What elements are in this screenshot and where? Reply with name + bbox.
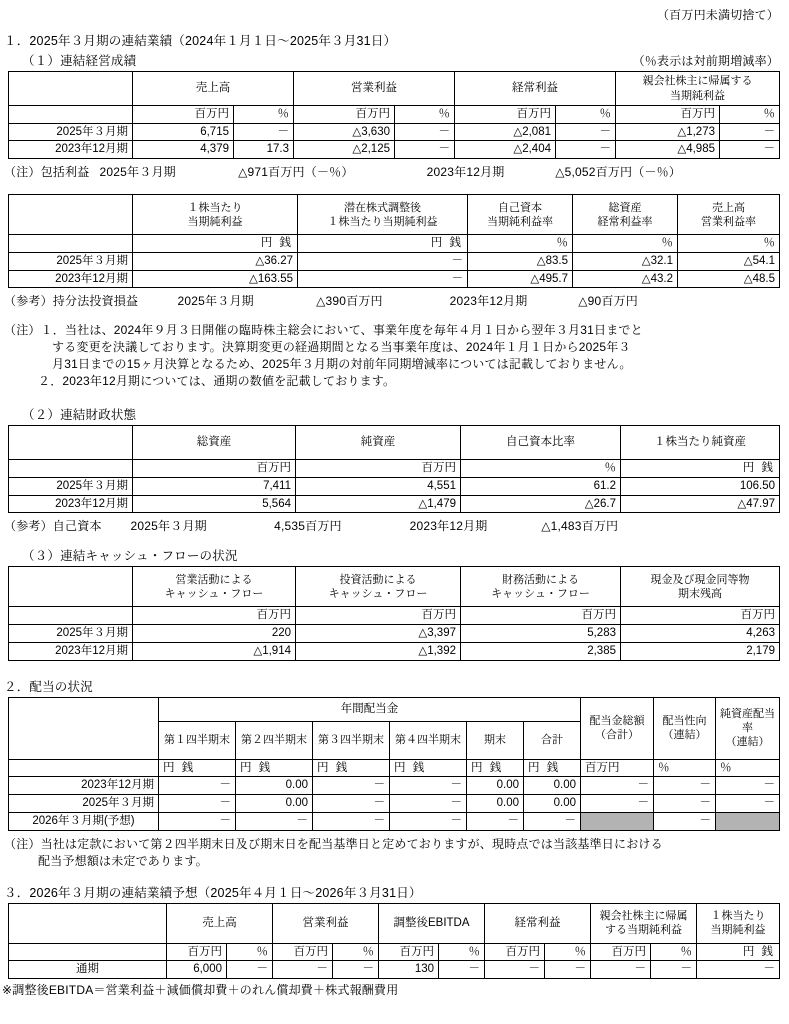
ref-prefix: （参考）持分法投資損益: [4, 294, 139, 309]
cell: 4,379: [133, 141, 234, 159]
section1-sub1-heading: （１）連結経営成績: [22, 54, 137, 68]
note-value-1: △971百万円（－％）: [238, 165, 354, 180]
cell: △1,479: [296, 495, 461, 513]
row-label: 2023年12月期: [9, 642, 133, 660]
note-value-2: △5,052百万円（－％）: [555, 165, 682, 180]
unit-netincome-pct: ％: [651, 943, 697, 961]
ref2-period-2: 2023年12月期: [409, 519, 488, 534]
unit-corner: [9, 106, 133, 124]
equity-reference: [0, 517, 789, 534]
table-row: [9, 495, 780, 513]
col-header-q2: 第２四半期末: [236, 721, 313, 759]
cell: －: [439, 961, 485, 979]
col-header-roa: 総資産 経常利益率: [573, 195, 678, 235]
unit-net-sales-pct: ％: [234, 106, 294, 124]
cell: －: [654, 812, 716, 830]
row-label: 2025年３月期: [9, 252, 133, 270]
table-row: [9, 795, 780, 813]
cell: －: [654, 777, 716, 795]
cell: －: [395, 141, 455, 159]
unit-payout-ratio: ％: [654, 759, 716, 777]
table-row-forecast: [9, 812, 780, 830]
table-row-header: [9, 72, 780, 106]
row-label: 2023年12月期: [9, 141, 133, 159]
unit-corner: [9, 607, 133, 625]
cell: －: [313, 812, 390, 830]
section1-note-1: （注）１．当社は、2024年９月３日開催の臨時株主総会において、事業年度を毎年４月１日から翌年３月31日までと: [4, 323, 643, 338]
table-row: [9, 777, 780, 795]
cell: －: [720, 141, 780, 159]
cell: －: [236, 812, 313, 830]
cell: △495.7: [468, 270, 573, 288]
col-header-year-end: 期末: [467, 721, 524, 759]
table-forecast: [8, 903, 780, 979]
cell: △2,125: [294, 141, 395, 159]
unit-total-assets: 百万円: [133, 460, 296, 478]
unit-corner: [9, 460, 133, 478]
unit-ebitda-pct: ％: [439, 943, 485, 961]
ref2-period-1: 2025年３月期: [130, 519, 207, 534]
col-header-ordinary-income: 経常利益: [485, 903, 591, 943]
unit-netincome-amount: 百万円: [616, 106, 720, 124]
cell: △32.1: [573, 252, 678, 270]
section1-sub3-heading: （３）連結キャッシュ・フローの状況: [22, 549, 238, 564]
cell: －: [227, 961, 273, 979]
corner-cell: [9, 567, 133, 607]
cell: 0.00: [236, 795, 313, 813]
col-header-operating-cf: 営業活動による キャッシュ・フロー: [133, 567, 296, 607]
col-header-operating-income: 営業利益: [294, 72, 455, 106]
unit-q2: 円 銭: [236, 759, 313, 777]
cell: －: [333, 961, 379, 979]
table-per-share-ratios: [8, 194, 780, 288]
cell: 0.00: [524, 777, 581, 795]
section1-sub2-heading: （２）連結財政状態: [22, 408, 137, 423]
unit-operating-amount: 百万円: [294, 106, 395, 124]
cell: 220: [133, 625, 296, 643]
table-row-header: [9, 426, 780, 460]
table-dividends: [8, 697, 780, 831]
unit-corner: [9, 235, 133, 253]
col-header-total-assets: 総資産: [133, 426, 296, 460]
cell: △43.2: [573, 270, 678, 288]
corner-cell: [9, 426, 133, 460]
cell: 0.00: [524, 795, 581, 813]
cell: △48.5: [678, 270, 780, 288]
unit-ebitda-amount: 百万円: [379, 943, 439, 961]
cell: －: [581, 777, 654, 795]
unit-ordinary-pct: ％: [556, 106, 616, 124]
unit-net-sales-amount: 百万円: [167, 943, 227, 961]
col-header-payout-ratio: 配当性向 （連結）: [654, 697, 716, 759]
cell: 4,263: [621, 625, 780, 643]
unit-operating-amount: 百万円: [273, 943, 333, 961]
cell: －: [697, 961, 780, 979]
table-row-units: [9, 943, 780, 961]
cell: －: [591, 961, 651, 979]
unit-operating-cf: 百万円: [133, 607, 296, 625]
cell: 2,179: [621, 642, 780, 660]
note-period-1: 2025年３月期: [99, 165, 176, 180]
cell: 130: [379, 961, 439, 979]
col-header-net-assets: 純資産: [296, 426, 461, 460]
table-row-header: [9, 567, 780, 607]
cell: 17.3: [234, 141, 294, 159]
unit-net-sales-amount: 百万円: [133, 106, 234, 124]
cell: －: [485, 961, 545, 979]
corner-cell: [9, 903, 167, 943]
col-header-q4: 第４四半期末: [390, 721, 467, 759]
table-row: [9, 270, 780, 288]
cell: －: [313, 777, 390, 795]
table-row-header: [9, 195, 780, 235]
row-label: 2023年12月期: [9, 270, 133, 288]
cell: 5,564: [133, 495, 296, 513]
section1-note-2: ２．2023年12月期については、通期の数値を記載しております。: [38, 374, 396, 389]
cell: △3,630: [294, 123, 395, 141]
ref2-value-2: △1,483百万円: [541, 519, 619, 534]
cell: 2,385: [461, 642, 621, 660]
cell: △26.7: [461, 495, 621, 513]
section3-footnote: ※調整後EBITDA＝営業利益＋減価償却費＋のれん償却費＋株式報酬費用: [2, 982, 399, 997]
corner-cell: [9, 697, 159, 759]
col-header-net-income-parent: 親会社株主に帰属する 当期純利益: [616, 72, 780, 106]
unit-equity-ratio: ％: [461, 460, 621, 478]
cell-shaded: [581, 812, 654, 830]
col-header-total-dividend: 配当金総額 （合計）: [581, 697, 654, 759]
section1-note-1-cont-a: する変更を決議しております。決算期変更の経過期間となる当事業年度は、2024年１月１日から2025年３: [52, 340, 631, 355]
row-label: 2026年３月期(予想): [9, 812, 159, 830]
col-header-investing-cf: 投資活動による キャッシュ・フロー: [296, 567, 461, 607]
row-label: 2023年12月期: [9, 495, 133, 513]
cell: △83.5: [468, 252, 573, 270]
table-row: [9, 961, 780, 979]
unit-q3: 円 銭: [313, 759, 390, 777]
col-header-roe: 自己資本 当期純利益率: [468, 195, 573, 235]
cell: －: [716, 777, 780, 795]
note-prefix: （注）包括利益: [4, 165, 90, 180]
section1-heading: １．2025年３月期の連結業績（2024年１月１日～2025年３月31日）: [4, 34, 397, 48]
unit-net-sales-pct: ％: [227, 943, 273, 961]
unit-diluted-eps: 円 銭: [298, 235, 468, 253]
unit-eps: 円 銭: [133, 235, 298, 253]
cell: －: [273, 961, 333, 979]
col-header-dividend-on-equity: 純資産配当 率 （連結）: [716, 697, 780, 759]
table-row: [9, 123, 780, 141]
col-header-operating-margin: 売上高 営業利益率: [678, 195, 780, 235]
cell: －: [159, 777, 236, 795]
cell: 61.2: [461, 478, 621, 496]
unit-netincome-pct: ％: [720, 106, 780, 124]
unit-corner: [9, 759, 159, 777]
col-header-cash-equivalents: 現金及び現金同等物 期末残高: [621, 567, 780, 607]
table-row: [9, 625, 780, 643]
cell: －: [556, 141, 616, 159]
col-header-total: 合計: [524, 721, 581, 759]
row-label: 2025年３月期: [9, 625, 133, 643]
section1-sub1-right-note: （％表示は対前期増減率）: [632, 54, 779, 68]
ref-period-2: 2023年12月期: [449, 294, 528, 309]
table-financial-position: [8, 425, 780, 513]
cell: 6,715: [133, 123, 234, 141]
unit-corner: [9, 943, 167, 961]
unit-ordinary-amount: 百万円: [455, 106, 556, 124]
cell: 6,000: [167, 961, 227, 979]
cell: △1,392: [296, 642, 461, 660]
corner-cell: [9, 195, 133, 235]
cell: △163.55: [133, 270, 298, 288]
unit-ordinary-pct: ％: [545, 943, 591, 961]
unit-eps: 円 銭: [697, 943, 780, 961]
cell: －: [720, 123, 780, 141]
cell: △47.97: [621, 495, 780, 513]
cell: 7,411: [133, 478, 296, 496]
cell: －: [395, 123, 455, 141]
cell: 0.00: [236, 777, 313, 795]
table-row: [9, 642, 780, 660]
cell: －: [556, 123, 616, 141]
unit-total: 円 銭: [524, 759, 581, 777]
cell: －: [467, 812, 524, 830]
cell: －: [390, 795, 467, 813]
cell-shaded: [716, 812, 780, 830]
cell: －: [298, 252, 468, 270]
section1-sub1-title-row: [0, 51, 789, 69]
cell: 106.50: [621, 478, 780, 496]
section2-note-2: 配当予想額は未定であります。: [38, 853, 208, 868]
cell: －: [390, 777, 467, 795]
col-header-financing-cf: 財務活動による キャッシュ・フロー: [461, 567, 621, 607]
cell: △2,081: [455, 123, 556, 141]
col-header-operating-income: 営業利益: [273, 903, 379, 943]
cell: －: [313, 795, 390, 813]
cell: △36.27: [133, 252, 298, 270]
col-header-eps: １株当たり 当期純利益: [697, 903, 780, 943]
ref-period-1: 2025年３月期: [177, 294, 254, 309]
cell: 0.00: [467, 777, 524, 795]
section3-heading: ３．2026年３月期の連結業績予想（2025年４月１日～2026年３月31日）: [4, 885, 422, 900]
unit-cash-equivalents: 百万円: [621, 607, 780, 625]
section1-note-1-cont-b: 月31日までの15ヶ月決算となるため、2025年３月期の対前年同期増減率については記載しておりません。: [52, 357, 632, 372]
table-row-units: [9, 106, 780, 124]
corner-cell: [9, 72, 133, 106]
unit-ordinary-amount: 百万円: [485, 943, 545, 961]
unit-operating-pct: ％: [395, 106, 455, 124]
col-header-annual-dividend: 年間配当金: [159, 697, 581, 721]
col-header-bps: １株当たり純資産: [621, 426, 780, 460]
table-row-units: [9, 607, 780, 625]
cell: －: [581, 795, 654, 813]
cell: －: [524, 812, 581, 830]
ref-value-1: △390百万円: [316, 294, 383, 309]
table-row-header: [9, 903, 780, 943]
table-row: [9, 252, 780, 270]
row-label: 2025年３月期: [9, 478, 133, 496]
cell: －: [654, 795, 716, 813]
col-header-net-sales: 売上高: [167, 903, 273, 943]
table-row: [9, 141, 780, 159]
unit-operating-pct: ％: [333, 943, 379, 961]
cell: －: [651, 961, 697, 979]
cell: △1,914: [133, 642, 296, 660]
cell: △3,397: [296, 625, 461, 643]
unit-year-end: 円 銭: [467, 759, 524, 777]
table-consolidated-results: [8, 71, 780, 159]
cell: △2,404: [455, 141, 556, 159]
cell: △4,985: [616, 141, 720, 159]
unit-netincome-amount: 百万円: [591, 943, 651, 961]
row-label: 通期: [9, 961, 167, 979]
ref-value-2: △90百万円: [578, 294, 638, 309]
cell: －: [716, 795, 780, 813]
unit-financing-cf: 百万円: [461, 607, 621, 625]
comprehensive-income-note: [0, 163, 789, 180]
unit-bps: 円 銭: [621, 460, 780, 478]
unit-net-assets: 百万円: [296, 460, 461, 478]
cell: △54.1: [678, 252, 780, 270]
row-label: 2025年３月期: [9, 795, 159, 813]
cell: －: [159, 795, 236, 813]
table-row-units: [9, 759, 780, 777]
row-label: 2023年12月期: [9, 777, 159, 795]
ref2-value-1: 4,535百万円: [274, 519, 342, 534]
cell: －: [390, 812, 467, 830]
table-row: [9, 478, 780, 496]
col-header-diluted-eps: 潜在株式調整後 １株当たり当期純利益: [298, 195, 468, 235]
table-row-units: [9, 235, 780, 253]
cell: △1,273: [616, 123, 720, 141]
table-row-header-top: [9, 697, 780, 721]
table-row-units: [9, 460, 780, 478]
unit-q1: 円 銭: [159, 759, 236, 777]
col-header-q3: 第３四半期末: [313, 721, 390, 759]
equity-method-reference: [0, 292, 789, 309]
unit-q4: 円 銭: [390, 759, 467, 777]
col-header-net-income-parent: 親会社株主に帰属 する当期純利益: [591, 903, 697, 943]
unit-roe: ％: [468, 235, 573, 253]
section2-note-1: （注）当社は定款において第２四半期末日及び期末日を配当基準日と定めておりますが、現時点では当該基準日における: [4, 836, 663, 851]
cell: －: [298, 270, 468, 288]
unit-total-dividend: 百万円: [581, 759, 654, 777]
col-header-eps: １株当たり 当期純利益: [133, 195, 298, 235]
col-header-ordinary-income: 経常利益: [455, 72, 616, 106]
cell: －: [159, 812, 236, 830]
col-header-adjusted-ebitda: 調整後EBITDA: [379, 903, 485, 943]
col-header-equity-ratio: 自己資本比率: [461, 426, 621, 460]
cell: 0.00: [467, 795, 524, 813]
ref2-prefix: （参考）自己資本: [4, 519, 102, 534]
cell: 5,283: [461, 625, 621, 643]
unit-investing-cf: 百万円: [296, 607, 461, 625]
col-header-net-sales: 売上高: [133, 72, 294, 106]
cell: 4,551: [296, 478, 461, 496]
table-cash-flow: [8, 566, 780, 660]
unit-doe: ％: [716, 759, 780, 777]
unit-note: （百万円未満切捨て）: [656, 8, 779, 22]
unit-roa: ％: [573, 235, 678, 253]
row-label: 2025年３月期: [9, 123, 133, 141]
cell: －: [545, 961, 591, 979]
note-period-2: 2023年12月期: [426, 165, 505, 180]
col-header-q1: 第１四半期末: [159, 721, 236, 759]
cell: －: [234, 123, 294, 141]
section2-heading: ２．配当の状況: [4, 679, 93, 694]
unit-operating-margin: ％: [678, 235, 780, 253]
